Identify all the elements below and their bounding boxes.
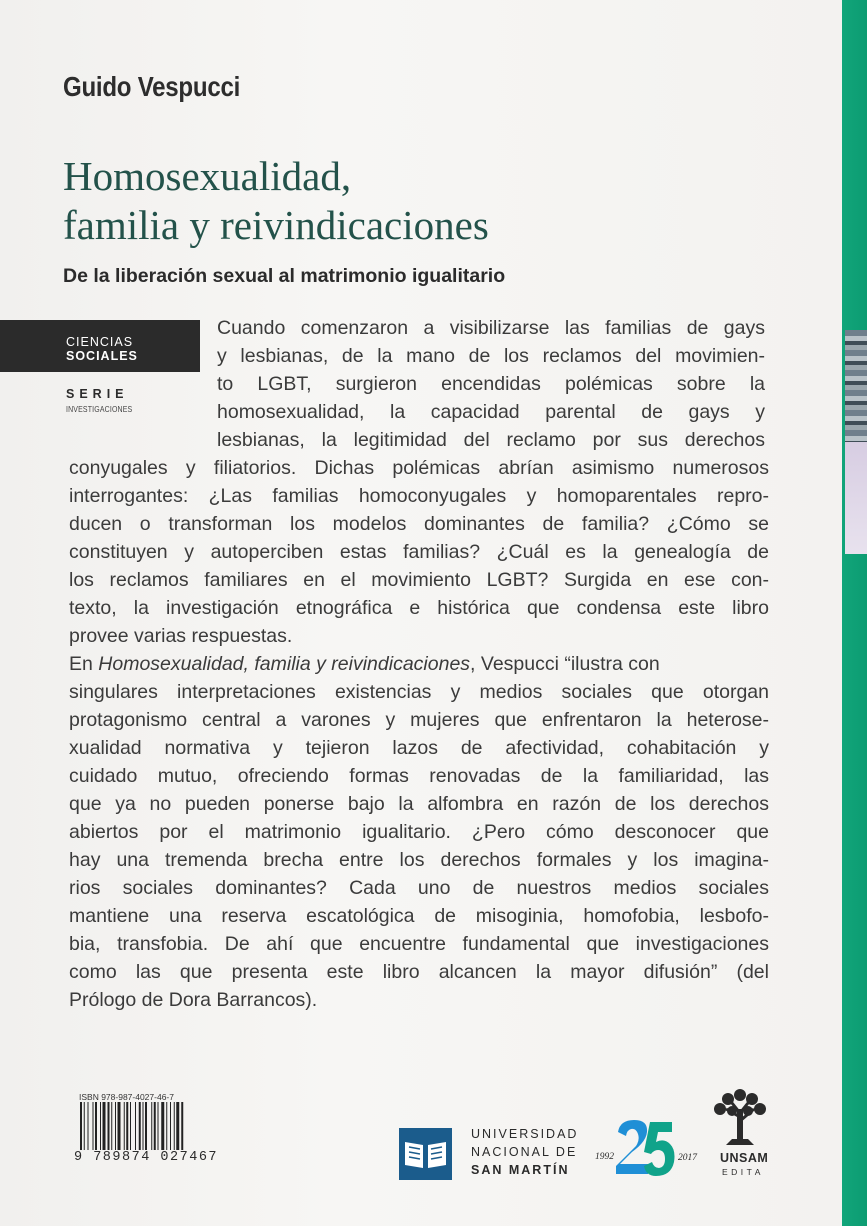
barcode-bar bbox=[111, 1102, 112, 1150]
barcode-bar bbox=[126, 1102, 128, 1150]
barcode-bar bbox=[170, 1102, 171, 1150]
blurb-line: Prólogo de Dora Barrancos). bbox=[69, 989, 318, 1011]
book-spine bbox=[842, 0, 867, 1226]
barcode-bar bbox=[80, 1102, 82, 1150]
blurb-line: abiertos por el matrimonio igualitario. ¿Pero cómo desconocer que bbox=[69, 821, 769, 843]
barcode-bar bbox=[154, 1102, 156, 1150]
book-title bbox=[63, 152, 489, 250]
blurb-line: cuidado mutuo, ofreciendo formas renovadas de la familiaridad, las bbox=[69, 765, 769, 787]
blurb-line: como las que presenta este libro alcancen la mayor difusión” (del bbox=[69, 961, 769, 983]
barcode-bar bbox=[100, 1102, 101, 1150]
title-line-1: Homosexualidad, bbox=[63, 153, 352, 199]
series-box bbox=[0, 320, 200, 372]
blurb-line: interrogantes: ¿Las familias homoconyugales y homoparentales repro- bbox=[69, 485, 769, 507]
barcode-bar bbox=[95, 1102, 97, 1150]
blurb-line: Cuando comenzaron a visibilizarse las familias de gays bbox=[217, 317, 765, 339]
barcode-bar bbox=[176, 1102, 179, 1150]
university-name-line-3: SAN MARTÍN bbox=[471, 1163, 570, 1177]
isbn-barcode bbox=[79, 1102, 216, 1150]
blurb-line: constituyen y autoperciben estas familias? ¿Cuál es la genealogía de bbox=[69, 541, 769, 563]
blurb-line: provee varias respuestas. bbox=[69, 625, 293, 647]
blurb-line: to LGBT, surgieron encendidas polémicas sobre la bbox=[217, 373, 765, 395]
blurb-line: lesbianas, la legitimidad del reclamo por sus derechos bbox=[217, 429, 765, 451]
blurb-line: los reclamos familiares en el movimiento LGBT? Surgida en ese con- bbox=[69, 569, 769, 591]
title-line-2: familia y reivindicaciones bbox=[63, 202, 489, 248]
book-subtitle: De la liberación sexual al matrimonio igualitario bbox=[63, 265, 506, 287]
anniversary-start-year: 1992 bbox=[595, 1152, 614, 1162]
barcode-bar bbox=[139, 1102, 141, 1150]
barcode-bar bbox=[181, 1102, 183, 1150]
blurb-line: xualidad normativa y tejieron lazos de afectividad, cohabitación y bbox=[69, 737, 769, 759]
university-book-icon bbox=[399, 1128, 452, 1180]
anniversary-logo bbox=[592, 1118, 702, 1184]
barcode-bar bbox=[103, 1102, 106, 1150]
tree-icon bbox=[712, 1087, 768, 1147]
barcode-bar bbox=[130, 1102, 131, 1150]
imprint-subtitle: EDITA bbox=[722, 1167, 764, 1177]
barcode-bar bbox=[93, 1102, 94, 1150]
barcode-bar bbox=[161, 1102, 164, 1150]
author-name: Guido Vespucci bbox=[63, 71, 241, 102]
barcode-bar bbox=[166, 1102, 167, 1150]
blurb-book-title-italic: Homosexualidad, familia y reivindicaciones bbox=[98, 653, 471, 675]
blurb-line: rios sociales dominantes? Cada uno de nuestros medios sociales bbox=[69, 877, 769, 899]
serie-name: INVESTIGACIONES bbox=[66, 404, 133, 414]
blurb-line: bia, transfobia. De ahí que encuentre fundamental que investigaciones bbox=[69, 933, 769, 955]
blurb-line-end: , Vespucci “ilustra con bbox=[470, 653, 660, 675]
barcode-bar bbox=[115, 1102, 116, 1150]
blurb-line: hay una tremenda brecha entre los derechos formales y los imagina- bbox=[69, 849, 769, 871]
barcode-bar bbox=[135, 1102, 136, 1150]
blurb-line: texto, la investigación etnográfica e histórica que condensa este libro bbox=[69, 597, 769, 619]
blurb-line: homosexualidad, la capacidad parental de gays y bbox=[217, 401, 765, 423]
barcode-bar bbox=[124, 1102, 125, 1150]
barcode-bar bbox=[143, 1102, 144, 1150]
series-line-1: CIENCIAS bbox=[66, 335, 134, 349]
imprint-name: UNSAM bbox=[720, 1151, 769, 1165]
blurb-line: y lesbianas, de la mano de los reclamos del movimien- bbox=[217, 345, 765, 367]
blurb-line: que ya no pueden ponerse bajo la alfombra en razón de los derechos bbox=[69, 793, 769, 815]
barcode-bar bbox=[145, 1102, 147, 1150]
blurb-line: singulares interpretaciones existencias y medios sociales que otorgan bbox=[69, 681, 769, 703]
barcode-digits: 9 789874 027467 bbox=[74, 1150, 219, 1165]
barcode-bar bbox=[174, 1102, 175, 1150]
barcode-bar bbox=[88, 1102, 89, 1150]
blurb-line-start: En bbox=[69, 653, 99, 675]
barcode-bar bbox=[118, 1102, 121, 1150]
anniversary-end-year: 2017 bbox=[678, 1153, 697, 1163]
university-name bbox=[471, 1125, 578, 1179]
serie-label: SERIE bbox=[66, 387, 129, 401]
barcode-bar bbox=[158, 1102, 159, 1150]
series-line-2: SOCIALES bbox=[66, 349, 138, 363]
blurb-line bbox=[69, 650, 769, 678]
blurb-line: mantiene una reserva escatológica de misoginia, homofobia, lesbofo- bbox=[69, 905, 769, 927]
blurb-line: protagonismo central a varones y mujeres que enfrentaron la heterose- bbox=[69, 709, 769, 731]
isbn-number: ISBN 978-987-4027-46-7 bbox=[79, 1092, 174, 1102]
spine-photo-strip bbox=[845, 330, 867, 442]
university-name-line-1: UNIVERSIDAD bbox=[471, 1127, 579, 1141]
blurb-line: ducen o transforman los modelos dominantes de familia? ¿Cómo se bbox=[69, 513, 769, 535]
spine-color-band bbox=[845, 442, 867, 554]
blurb-line: conyugales y filiatorios. Dichas polémicas abrían asimismo numerosos bbox=[69, 457, 769, 479]
barcode-bar bbox=[151, 1102, 152, 1150]
anniversary-25-icon bbox=[614, 1118, 678, 1184]
barcode-bar bbox=[108, 1102, 110, 1150]
barcode-bar bbox=[84, 1102, 85, 1150]
university-name-line-2: NACIONAL DE bbox=[471, 1145, 578, 1159]
